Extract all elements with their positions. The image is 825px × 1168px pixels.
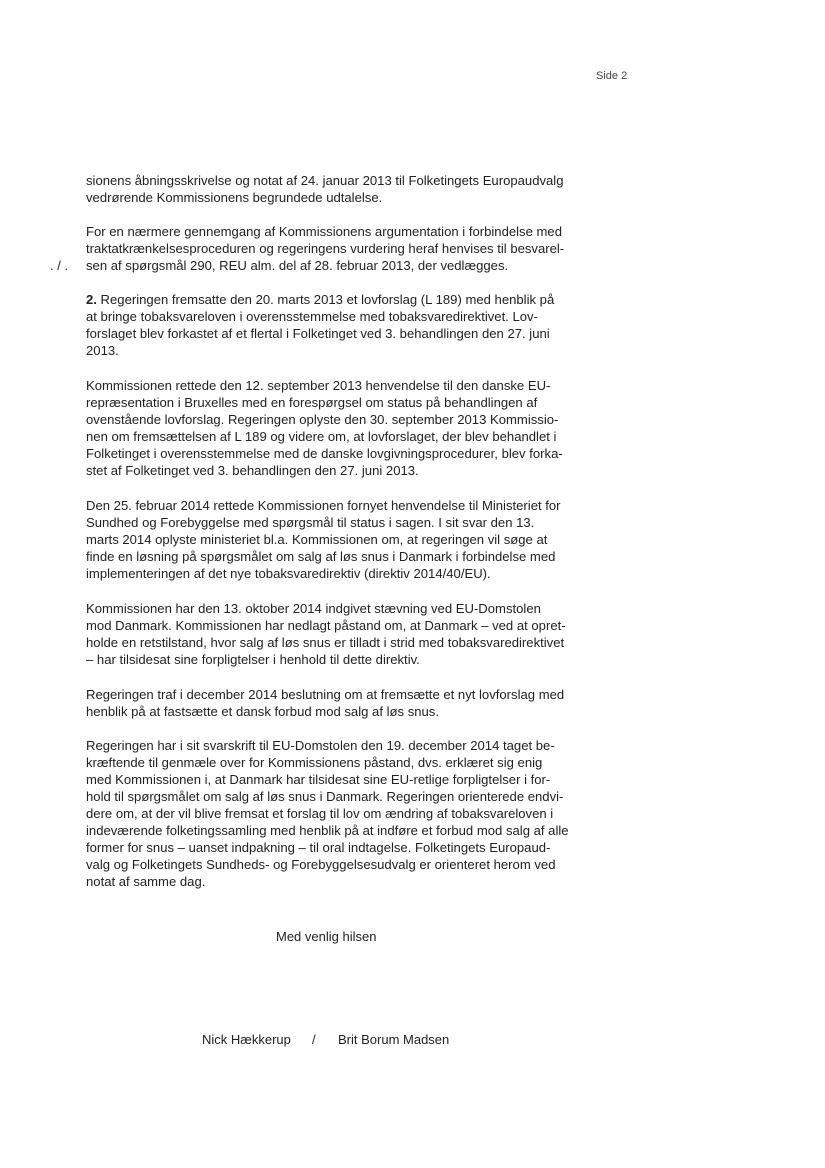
numbered-line	[86, 291, 554, 308]
text-line: sionens åbningsskrivelse og notat af 24. januar 2013 til Folketingets Europaudvalg	[86, 173, 564, 188]
text-line: – har tilsidesat sine forpligtelser i henhold til dette direktiv.	[86, 652, 420, 667]
signature-separator: /	[312, 1032, 316, 1047]
text-line: vedrørende Kommissionens begrundede udtalelse.	[86, 190, 383, 205]
text-line: Regeringen har i sit svarskrift til EU-Domstolen den 19. december 2014 taget be-	[86, 738, 555, 753]
text-line: med Kommissionen i, at Danmark har tilsidesat sine EU-retlige forpligtelser i for-	[86, 772, 551, 787]
text-line: at bringe tobaksvareloven i overensstemmelse med tobaksvaredirektivet. Lov-	[86, 309, 538, 324]
text-line: marts 2014 oplyste ministeriet bl.a. Kommissionen om, at regeringen vil søge at	[86, 532, 548, 547]
text-line: Sundhed og Forebyggelse med spørgsmål til status i sagen. I sit svar den 13.	[86, 515, 535, 530]
text-line: nen om fremsættelsen af L 189 og videre om, at lovforslaget, der blev behandlet i	[86, 429, 557, 444]
text-line: forslaget blev forkastet af et flertal i Folketinget ved 3. behandlingen den 27. juni	[86, 326, 550, 341]
signatory-right: Brit Borum Madsen	[338, 1032, 450, 1047]
text-line: traktatkrænkelsesproceduren og regeringens vurdering heraf henvises til besvarel-	[86, 241, 565, 256]
text-line: hold til spørgsmålet om salg af løs snus i Danmark. Regeringen orienterede endvi-	[86, 789, 564, 804]
text-line: For en nærmere gennemgang af Kommissionens argumentation i forbindelse med	[86, 224, 562, 239]
text-line: indeværende folketingssamling med henblik på at indføre et forbud mod salg af alle	[86, 823, 569, 838]
text-line: Kommissionen rettede den 12. september 2013 henvendelse til den danske EU-	[86, 378, 551, 393]
text-line: kræftende til genmæle over for Kommissionens påstand, dvs. erklæret sig enig	[86, 755, 543, 770]
text-line: henblik på at fastsætte et dansk forbud mod salg af løs snus.	[86, 704, 439, 719]
text-line: Den 25. februar 2014 rettede Kommissionen fornyet henvendelse til Ministeriet for	[86, 498, 561, 513]
signatory-left: Nick Hækkerup	[202, 1032, 291, 1047]
text-line: Folketinget i overensstemmelse med de danske lovgivningsprocedurer, blev forka-	[86, 446, 563, 461]
text-line: stet af Folketinget ved 3. behandlingen den 27. juni 2013.	[86, 463, 419, 478]
text-line: Regeringen traf i december 2014 beslutning om at fremsætte et nyt lovforslag med	[86, 687, 565, 702]
text-line: valg og Folketingets Sundheds- og Forebyggelsesudvalg er orienteret herom ved	[86, 857, 556, 872]
text-line: finde en løsning på spørgsmålet om salg af løs snus i Danmark i forbindelse med	[86, 549, 556, 564]
text-line: mod Danmark. Kommissionen har nedlagt påstand om, at Danmark – ved at opret-	[86, 618, 566, 633]
text-line: dere om, at der vil blive fremsat et forslag til lov om ændring af tobaksvareloven i	[86, 806, 554, 821]
text-line: Kommissionen har den 13. oktober 2014 indgivet stævning ved EU-Domstolen	[86, 601, 541, 616]
closing-salutation: Med venlig hilsen	[276, 929, 377, 944]
text-line: ovenstående lovforslag. Regeringen oplyste den 30. september 2013 Kommissio-	[86, 412, 559, 427]
attachment-mark: . / .	[50, 258, 69, 273]
text-line: holde en retstilstand, hvor salg af løs snus er tilladt i strid med tobaksvaredirektivet	[86, 635, 565, 650]
text-line: Regeringen fremsatte den 20. marts 2013 et lovforslag (L 189) med henblik på	[96, 292, 555, 307]
text-line: notat af samme dag.	[86, 874, 206, 889]
text-line: repræsentation i Bruxelles med en forespørgsel om status på behandlingen af	[86, 395, 538, 410]
text-line: former for snus – uanset indpakning – til oral indtagelse. Folketingets Europaud-	[86, 840, 551, 855]
text-line: sen af spørgsmål 290, REU alm. del af 28. februar 2013, der vedlægges.	[86, 258, 509, 273]
paragraph-number: 2.	[86, 292, 97, 307]
text-line: implementeringen af det nye tobaksvaredirektiv (direktiv 2014/40/EU).	[86, 566, 491, 581]
text-line: 2013.	[86, 343, 119, 358]
page-number: Side 2	[596, 70, 628, 82]
